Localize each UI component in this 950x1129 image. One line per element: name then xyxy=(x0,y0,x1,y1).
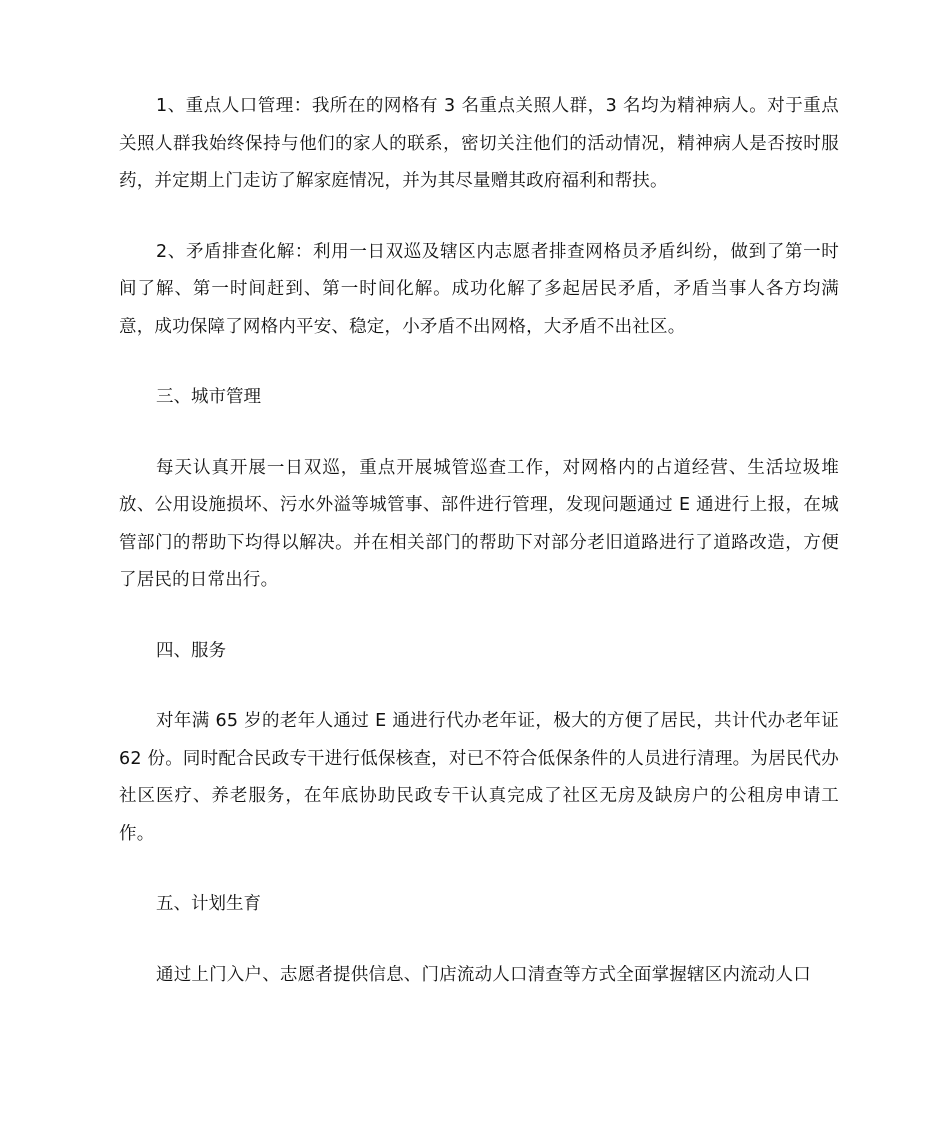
paragraph-services: 对年满 65 岁的老年人通过 E 通进行代办老年证，极大的方便了居民，共计代办老年证 62 份。同时配合民政专干进行低保核查，对已不符合低保条件的人员进行清理。为居民代办社区医疗、养老服务，在年底协助民政专干认真完成了社区无房及缺房户的公租房申请工作。 xyxy=(119,711,839,844)
section-heading-city-management: 三、城市管理 xyxy=(156,387,261,407)
paragraph-spacer xyxy=(119,417,839,450)
paragraph-spacer xyxy=(119,346,839,379)
paragraph-spacer xyxy=(119,600,839,633)
section-heading-family-planning: 五、计划生育 xyxy=(156,894,261,914)
paragraph-spacer xyxy=(119,201,839,234)
section-heading-services: 四、服务 xyxy=(156,640,226,661)
paragraph-spacer xyxy=(119,924,839,957)
paragraph-key-population: 1、重点人口管理：我所在的网格有 3 名重点关照人群，3 名均为精神病人。对于重点关照人群我始终保持与他们的家人的联系，密切关注他们的活动情况，精神病人是否按时服药，并定期上门走访了解家庭情况，并为其尽量赠其政府福利和帮扶。 xyxy=(119,96,839,191)
paragraph-city-management: 每天认真开展一日双巡，重点开展城管巡查工作，对网格内的占道经营、生活垃圾堆放、公用设施损坏、污水外溢等城管事、部件进行管理，发现问题通过 E 通进行上报，在城管部门的帮助下均得以解决。并在相关部门的帮助下对部分老旧道路进行了道路改造，方便了居民的日常出行。 xyxy=(119,457,839,590)
paragraph-spacer xyxy=(119,670,839,703)
document-body xyxy=(119,88,839,994)
paragraph-family-planning: 通过上门入户、志愿者提供信息、门店流动人口清查等方式全面掌握辖区内流动人口 xyxy=(156,964,811,985)
paragraph-conflict-resolution: 2、矛盾排查化解：利用一日双巡及辖区内志愿者排查网格员矛盾纠纷，做到了第一时间了解、第一时间赶到、第一时间化解。成功化解了多起居民矛盾，矛盾当事人各方均满意，成功保障了网格内平安、稳定，小矛盾不出网格，大矛盾不出社区。 xyxy=(119,241,839,337)
paragraph-spacer xyxy=(119,853,839,886)
